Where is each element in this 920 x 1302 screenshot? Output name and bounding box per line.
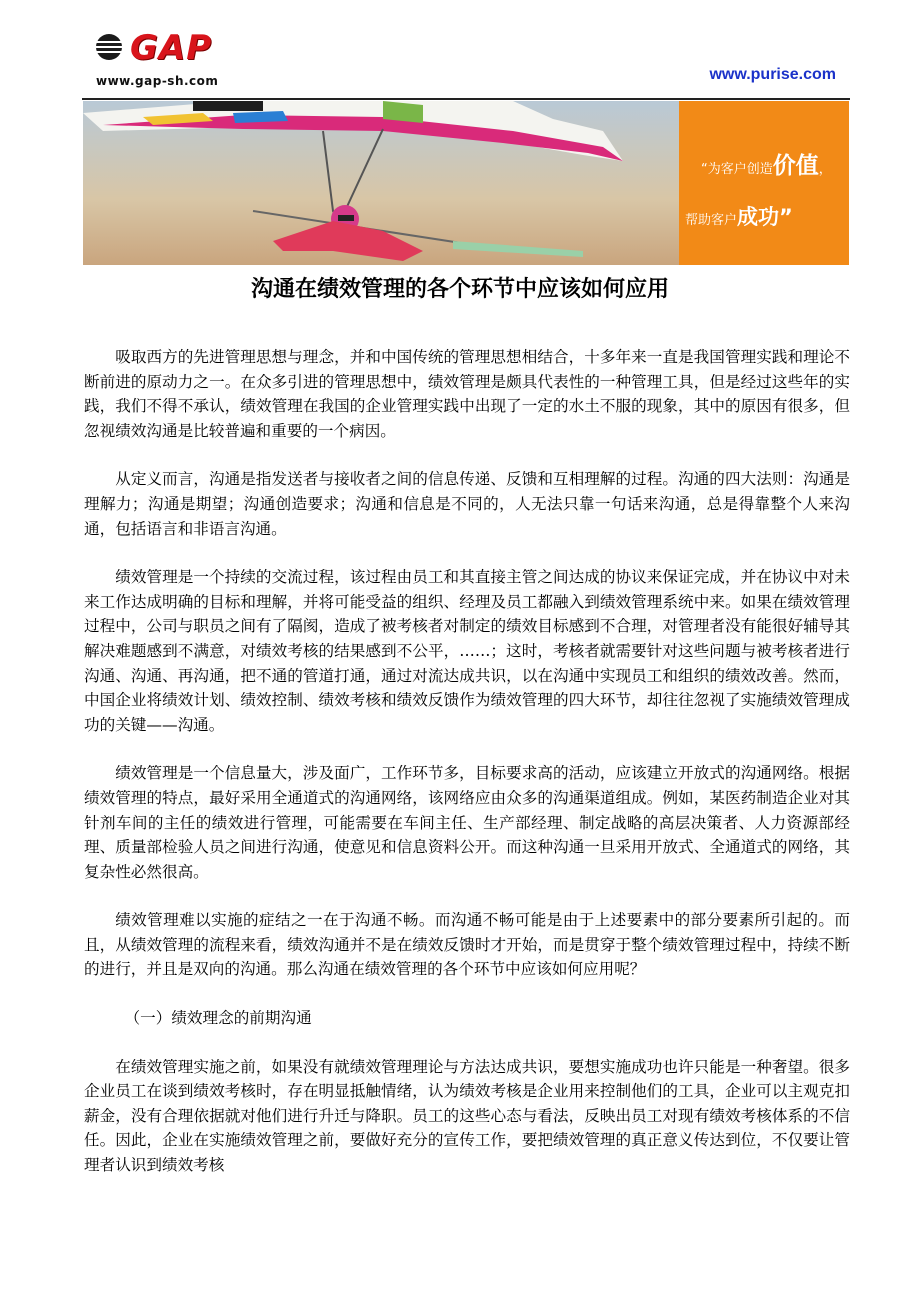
globe-logo-icon bbox=[94, 32, 124, 62]
paragraph: 绩效管理是一个信息量大，涉及面广，工作环节多，目标要求高的活动，应该建立开放式的沟通网络。根据绩效管理的特点，最好采用全通道式的沟通网络，该网络应由众多的沟通渠道组成。例如，某医药制造企业对其针剂车间的主任的绩效进行管理，可能需要在车间主任、生产部经理、制定战略的高层决策者、人力资源部经理、质量部检验人员之间进行沟通，使意见和信息资料公开。而这种沟通一旦采用开放式、全通道式的网络，其复杂性必然很高。 bbox=[84, 764, 850, 881]
slogan-line-2-emphasis: 成功” bbox=[737, 205, 793, 229]
paragraph: 绩效管理是一个持续的交流过程，该过程由员工和其直接主管之间达成的协议来保证完成，并在协议中对未来工作达成明确的目标和理解，并将可能受益的组织、经理及员工都融入到绩效管理系统中来。如果在绩效管理过程中，公司与职员之间有了隔阂，造成了被考核者对制定的绩效目标感到不合理，对管理者没有能很好辅导其解决难题感到不满意，对绩效考核的结果感到不公平，……；这时，考核者就需要针对这些问题与被考核者进行沟通、沟通、再沟通，把不通的管道打通，通过对流达成共识，以在沟通中实现员工和组织的绩效改善。然而，中国企业将绩效计划、绩效控制、绩效考核和绩效反馈作为绩效管理的四大环节，却往往忽视了实施绩效管理成功的关键——沟通。 bbox=[84, 568, 850, 734]
paragraph: 吸取西方的先进管理思想与理念，并和中国传统的管理思想相结合，十多年来一直是我国管理实践和理论不断前进的原动力之一。在众多引进的管理思想中，绩效管理是颇具代表性的一种管理工具，但是经过这些年的实践，我们不得不承认，绩效管理在我国的企业管理实践中出现了一定的水土不服的现象，其中的原因有很多，但忽视绩效沟通是比较普遍和重要的一个病因。 bbox=[84, 348, 850, 440]
slogan-line-1 bbox=[701, 147, 832, 180]
slogan-line-1-prefix: “为客户创造 bbox=[701, 162, 773, 177]
logo-wordmark: GAP bbox=[130, 28, 213, 68]
slogan-line-2-prefix: 帮助客户 bbox=[685, 213, 738, 228]
hang-glider-photo bbox=[83, 101, 679, 265]
page-header bbox=[82, 22, 850, 98]
slogan-line-2 bbox=[685, 201, 793, 231]
article-body bbox=[84, 345, 850, 1178]
section-heading: （一）绩效理念的前期沟通 bbox=[124, 1009, 312, 1028]
slogan-line-1-suffix: ， bbox=[818, 162, 832, 177]
paragraph: 在绩效管理实施之前，如果没有就绩效管理理论与方法达成共识，要想实施成功也许只能是一种奢望。很多企业员工在谈到绩效考核时，存在明显抵触情绪，认为绩效考核是企业用来控制他们的工具，企业可以主观克扣薪金，没有合理依据就对他们进行升迁与降职。员工的这些心态与看法，反映出员工对现有绩效考核体系的不信任。因此，企业在实施绩效管理之前，要做好充分的宣传工作，要把绩效管理的真正意义传达到位，不仅要让管理者认识到绩效考核 bbox=[84, 1057, 850, 1175]
article-title: 沟通在绩效管理的各个环节中应该如何应用 bbox=[250, 277, 669, 302]
paragraph: 从定义而言，沟通是指发送者与接收者之间的信息传递、反馈和互相理解的过程。沟通的四大法则：沟通是理解力；沟通是期望；沟通创造要求；沟通和信息是不同的，人无法只靠一句话来沟通，总是得靠整个人来沟通，包括语言和非语言沟通。 bbox=[84, 470, 850, 538]
gap-logo bbox=[82, 22, 242, 92]
logo-url: www.gap-sh.com bbox=[96, 74, 219, 88]
slogan-panel bbox=[679, 101, 849, 265]
header-divider bbox=[82, 98, 850, 100]
paragraph: 绩效管理难以实施的症结之一在于沟通不畅。而沟通不畅可能是由于上述要素中的部分要素所引起的。而且，从绩效管理的流程来看，绩效沟通并不是在绩效反馈时才开始，而是贯穿于整个绩效管理过程中，持续不断的进行，并且是双向的沟通。那么沟通在绩效管理的各个环节中应该如何应用呢？ bbox=[84, 911, 850, 979]
hero-banner bbox=[83, 101, 849, 265]
slogan-line-1-emphasis: 价值 bbox=[772, 153, 819, 179]
site-url-link[interactable]: www.purise.com bbox=[709, 66, 836, 83]
